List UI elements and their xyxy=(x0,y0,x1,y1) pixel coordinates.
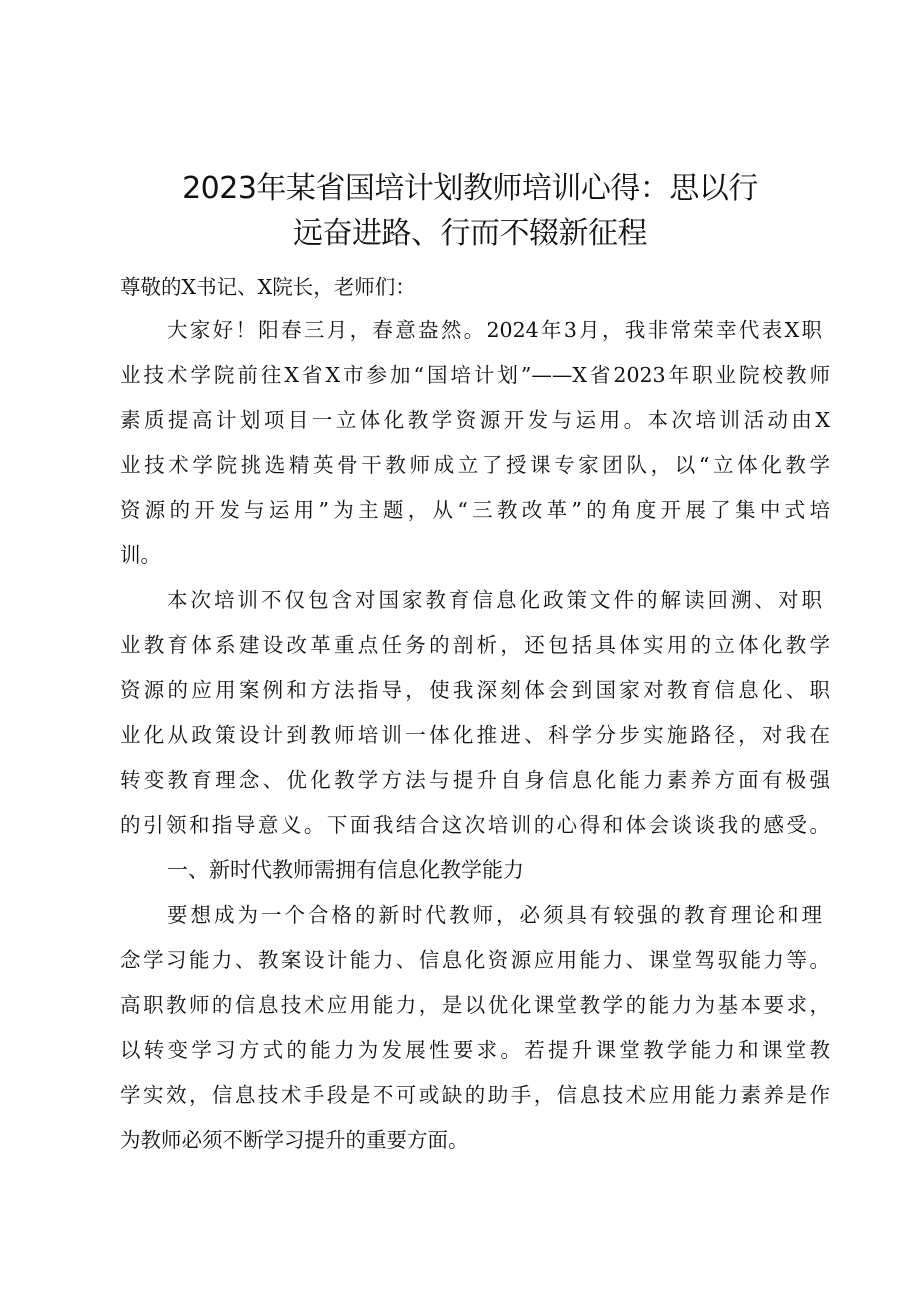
para3-line-5: 学实效，信息技术手段是不可或缺的助手，信息技术应用能力素养是作 xyxy=(120,1083,830,1107)
para2-line-5: 转变教育理念、优化教学方法与提升自身信息化能力素养方面有极强 xyxy=(120,768,830,792)
para1-line-3: 素质提高计划项目一立体化教学资源开发与运用。本次培训活动由X xyxy=(120,408,830,432)
para3-line-4: 以转变学习方式的能力为发展性要求。若提升课堂教学能力和课堂教 xyxy=(120,1038,830,1062)
para3-line-3: 高职教师的信息技术应用能力，是以优化课堂教学的能力为基本要求， xyxy=(120,993,830,1017)
para3-line-6: 为教师必须不断学习提升的重要方面。 xyxy=(120,1128,469,1152)
para2-line-3: 资源的应用案例和方法指导，使我深刻体会到国家对教育信息化、职 xyxy=(120,678,830,702)
para1-line-6: 训。 xyxy=(120,543,161,567)
salutation: 尊敬的X书记、X院长，老师们： xyxy=(120,275,416,299)
title-line-1: 2023年某省国培计划教师培训心得：思以行 xyxy=(182,171,758,206)
para2-line-1: 本次培训不仅包含对国家教育信息化政策文件的解读回溯、对职 xyxy=(167,588,822,612)
para1-line-4: 业技术学院挑选精英骨干教师成立了授课专家团队，以“立体化教学 xyxy=(120,453,830,477)
para2-line-6: 的引领和指导意义。下面我结合这次培训的心得和体会谈谈我的感受。 xyxy=(120,813,830,837)
para2-line-2: 业教育体系建设改革重点任务的剖析，还包括具体实用的立体化教学 xyxy=(120,633,830,657)
para1-line-2: 业技术学院前往X省X市参加“国培计划”——X省2023年职业院校教师 xyxy=(120,363,830,387)
para2-line-4: 业化从政策设计到教师培训一体化推进、科学分步实施路径，对我在 xyxy=(120,723,830,747)
para1-line-1: 大家好！阳春三月，春意盎然。2024年3月，我非常荣幸代表X职 xyxy=(167,318,822,342)
section-heading-1: 一、新时代教师需拥有信息化教学能力 xyxy=(167,858,524,882)
document-title xyxy=(120,166,820,256)
para1-line-5: 资源的开发与运用”为主题，从“三教改革”的角度开展了集中式培 xyxy=(120,498,830,522)
para3-line-1: 要想成为一个合格的新时代教师，必须具有较强的教育理论和理 xyxy=(167,903,822,927)
title-line-2: 远奋进路、行而不辍新征程 xyxy=(293,216,647,251)
para3-line-2: 念学习能力、教案设计能力、信息化资源应用能力、课堂驾驭能力等。 xyxy=(120,948,830,972)
